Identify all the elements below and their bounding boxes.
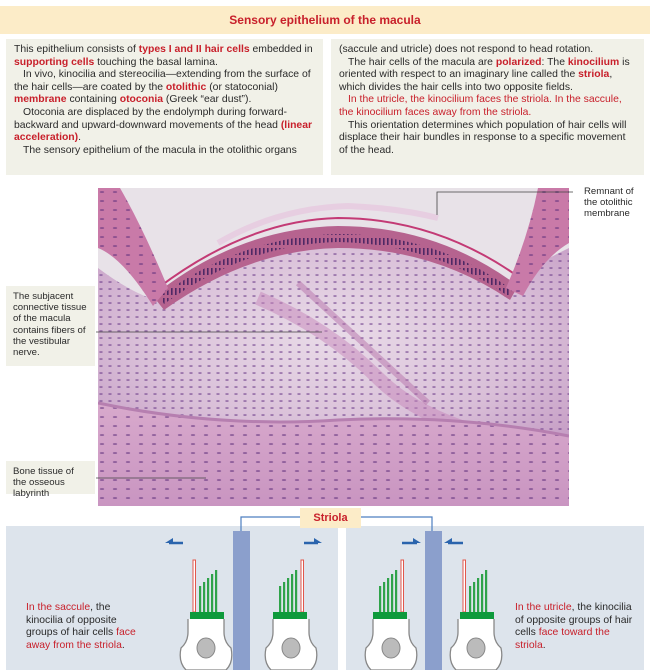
saccule-hair-cells <box>140 528 340 670</box>
utricle-hair-cells <box>360 528 510 670</box>
title-bar <box>0 6 650 34</box>
arrow-right-icon <box>402 538 421 543</box>
utricle-caption: In the utricle, the kinocilia of opposite groups of hair cells face toward the striola. <box>515 602 633 651</box>
right-paragraph-3: In the utricle, the kinocilium faces the striola. In the saccule, the kinocilium faces away from the striola. <box>339 94 622 118</box>
hair-cell-right <box>450 560 502 670</box>
hair-cell-left <box>180 560 232 670</box>
right-paragraph-4: This orientation determines which population of hair cells will displace their hair bundles in response to a specific movement of the head. <box>339 119 627 156</box>
leader-lines <box>0 185 650 495</box>
hair-cell-left <box>365 560 417 670</box>
striola-label: Striola <box>300 508 361 528</box>
utricle-striola-bar <box>425 531 442 670</box>
arrow-left-icon <box>444 538 463 543</box>
intro-text-right <box>331 39 644 175</box>
label-connective-tissue: The subjacent connective tissue of the macula contains fibers of the vestibular nerve. <box>6 286 95 366</box>
left-paragraph-4: The sensory epithelium of the macula in the otolithic organs <box>23 144 297 156</box>
saccule-caption: In the saccule, the kinocilia of opposite groups of hair cells face away from the striola. <box>26 602 136 651</box>
label-bone-tissue: Bone tissue of the osseous labyrinth <box>6 461 95 494</box>
arrow-left-icon <box>165 538 183 543</box>
leader-otolithic <box>437 192 573 215</box>
right-paragraph-1: (saccule and utricle) does not respond to head rotation. <box>339 44 594 55</box>
left-paragraph-1: This epithelium consists of types I and II hair cells embedded in supporting cells touching the basal lamina. <box>14 44 313 68</box>
hair-cell-right <box>265 560 317 670</box>
left-paragraph-3: Otoconia are displaced by the endolymph during forward-backward and upward-downward movements of the head (linear acceleration). <box>14 106 313 144</box>
saccule-striola-bar <box>233 531 250 670</box>
label-otolithic-membrane: Remnant of the otolithic membrane <box>584 186 634 220</box>
right-paragraph-2: The hair cells of the macula are polarized: The kinocilium is oriented with respect to an imaginary line called the striola, which divides the hair cells into two opposite fields. <box>339 56 630 93</box>
page-title: Sensory epithelium of the macula <box>229 13 421 27</box>
arrow-right-icon <box>304 538 322 543</box>
left-paragraph-2: In vivo, kinocilia and stereocilia—extending from the surface of the hair cells—are coated by the otolithic (or statoconial) membrane containing otoconia (Greek “ear dust”). <box>14 69 311 106</box>
intro-text-left <box>6 39 323 175</box>
